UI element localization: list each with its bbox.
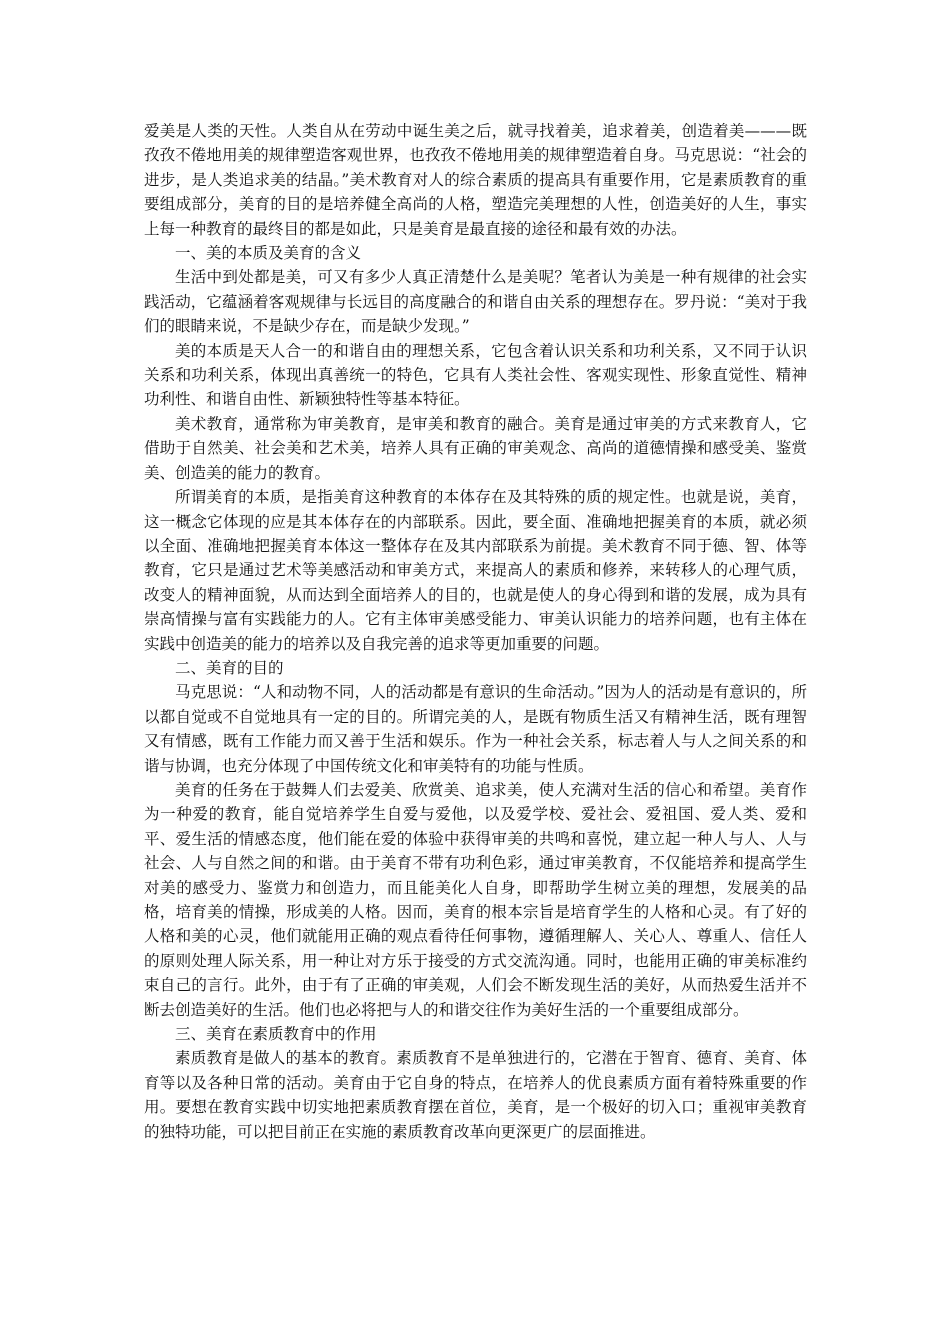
intro-paragraph: 爱美是人类的天性。人类自从在劳动中诞生美之后，就寻找着美，追求着美，创造着美———既孜孜不倦地用美的规律塑造客观世界，也孜孜不倦地用美的规律塑造着自身。马克思说：“社会的进步，是人类追求美的结晶。”美术教育对人的综合素质的提高具有重要作用，它是素质教育的重要组成部分，美育的目的是培养健全高尚的人格，塑造完美理想的人性，创造美好的人生，事实上每一种教育的最终目的都是如此，只是美育是最直接的途径和最有效的办法。 [144,122,807,238]
section-heading-1: 一、美的本质及美育的含义 [175,244,362,263]
document-page [144,119,807,1144]
body-paragraph: 生活中到处都是美，可又有多少人真正清楚什么是美呢？笔者认为美是一种有规律的社会实践活动，它蕴涵着客观规律与长远目的高度融合的和谐自由关系的理想存在。罗丹说：“美对于我们的眼睛来说，不是缺少存在，而是缺少发现。” [144,268,807,336]
section-heading-2: 二、美育的目的 [175,658,284,677]
body-paragraph: 马克思说：“人和动物不同，人的活动都是有意识的生命活动。”因为人的活动是有意识的，所以都自觉或不自觉地具有一定的目的。所谓完美的人，是既有物质生活又有精神生活，既有理智又有情感，既有工作能力而又善于生活和娱乐。作为一种社会关系，标志着人与人之间关系的和谐与协调，也充分体现了中国传统文化和审美特有的功能与性质。 [144,683,807,775]
body-paragraph: 素质教育是做人的基本的教育。素质教育不是单独进行的，它潜在于智育、德育、美育、体育等以及各种日常的活动。美育由于它自身的特点，在培养人的优良素质方面有着特殊重要的作用。要想在教育实践中切实地把素质教育摆在首位，美育，是一个极好的切入口；重视审美教育的独特功能，可以把目前正在实施的素质教育改革向更深更广的层面推进。 [144,1049,807,1141]
body-paragraph: 美术教育，通常称为审美教育，是审美和教育的融合。美育是通过审美的方式来教育人，它借助于自然美、社会美和艺术美，培养人具有正确的审美观念、高尚的道德情操和感受美、鉴赏美、创造美的能力的教育。 [144,414,807,482]
section-heading-3: 三、美育在素质教育中的作用 [175,1025,377,1044]
body-paragraph: 美育的任务在于鼓舞人们去爱美、欣赏美、追求美，使人充满对生活的信心和希望。美育作为一种爱的教育，能自觉培养学生自爱与爱他，以及爱学校、爱社会、爱祖国、爱人类、爱和平、爱生活的情感态度，他们能在爱的体验中获得审美的共鸣和喜悦，建立起一种人与人、人与社会、人与自然之间的和谐。由于美育不带有功利色彩，通过审美教育，不仅能培养和提高学生对美的感受力、鉴赏力和创造力，而且能美化人自身，即帮助学生树立美的理想，发展美的品格，培育美的情操，形成美的人格。因而，美育的根本宗旨是培育学生的人格和心灵。有了好的人格和美的心灵，他们就能用正确的观点看待任何事物，遵循理解人、关心人、尊重人、信任人的原则处理人际关系，用一种让对方乐于接受的方式交流沟通。同时，也能用正确的审美标准约束自己的言行。此外，由于有了正确的审美观，人们会不断发现生活的美好，从而热爱生活并不断去创造美好的生活。他们也必将把与人的和谐交往作为美好生活的一个重要组成部分。 [144,780,807,1019]
body-paragraph: 美的本质是天人合一的和谐自由的理想关系，它包含着认识关系和功利关系，又不同于认识关系和功利关系，体现出真善统一的特色，它具有人类社会性、客观实现性、形象直觉性、精神功利性、和谐自由性、新颖独特性等基本特征。 [144,341,807,409]
body-paragraph: 所谓美育的本质，是指美育这种教育的本体存在及其特殊的质的规定性。也就是说，美育，这一概念它体现的应是其本体存在的内部联系。因此，要全面、准确地把握美育的本质，就必须以全面、准确地把握美育本体这一整体存在及其内部联系为前提。美术教育不同于德、智、体等教育，它只是通过艺术等美感活动和审美方式，来提高人的素质和修养，来转移人的心理气质，改变人的精神面貌，从而达到全面培养人的目的，也就是使人的身心得到和谐的发展，成为具有崇高情操与富有实践能力的人。它有主体审美感受能力、审美认识能力的培养问题，也有主体在实践中创造美的能力的培养以及自我完善的追求等更加重要的问题。 [144,488,807,653]
